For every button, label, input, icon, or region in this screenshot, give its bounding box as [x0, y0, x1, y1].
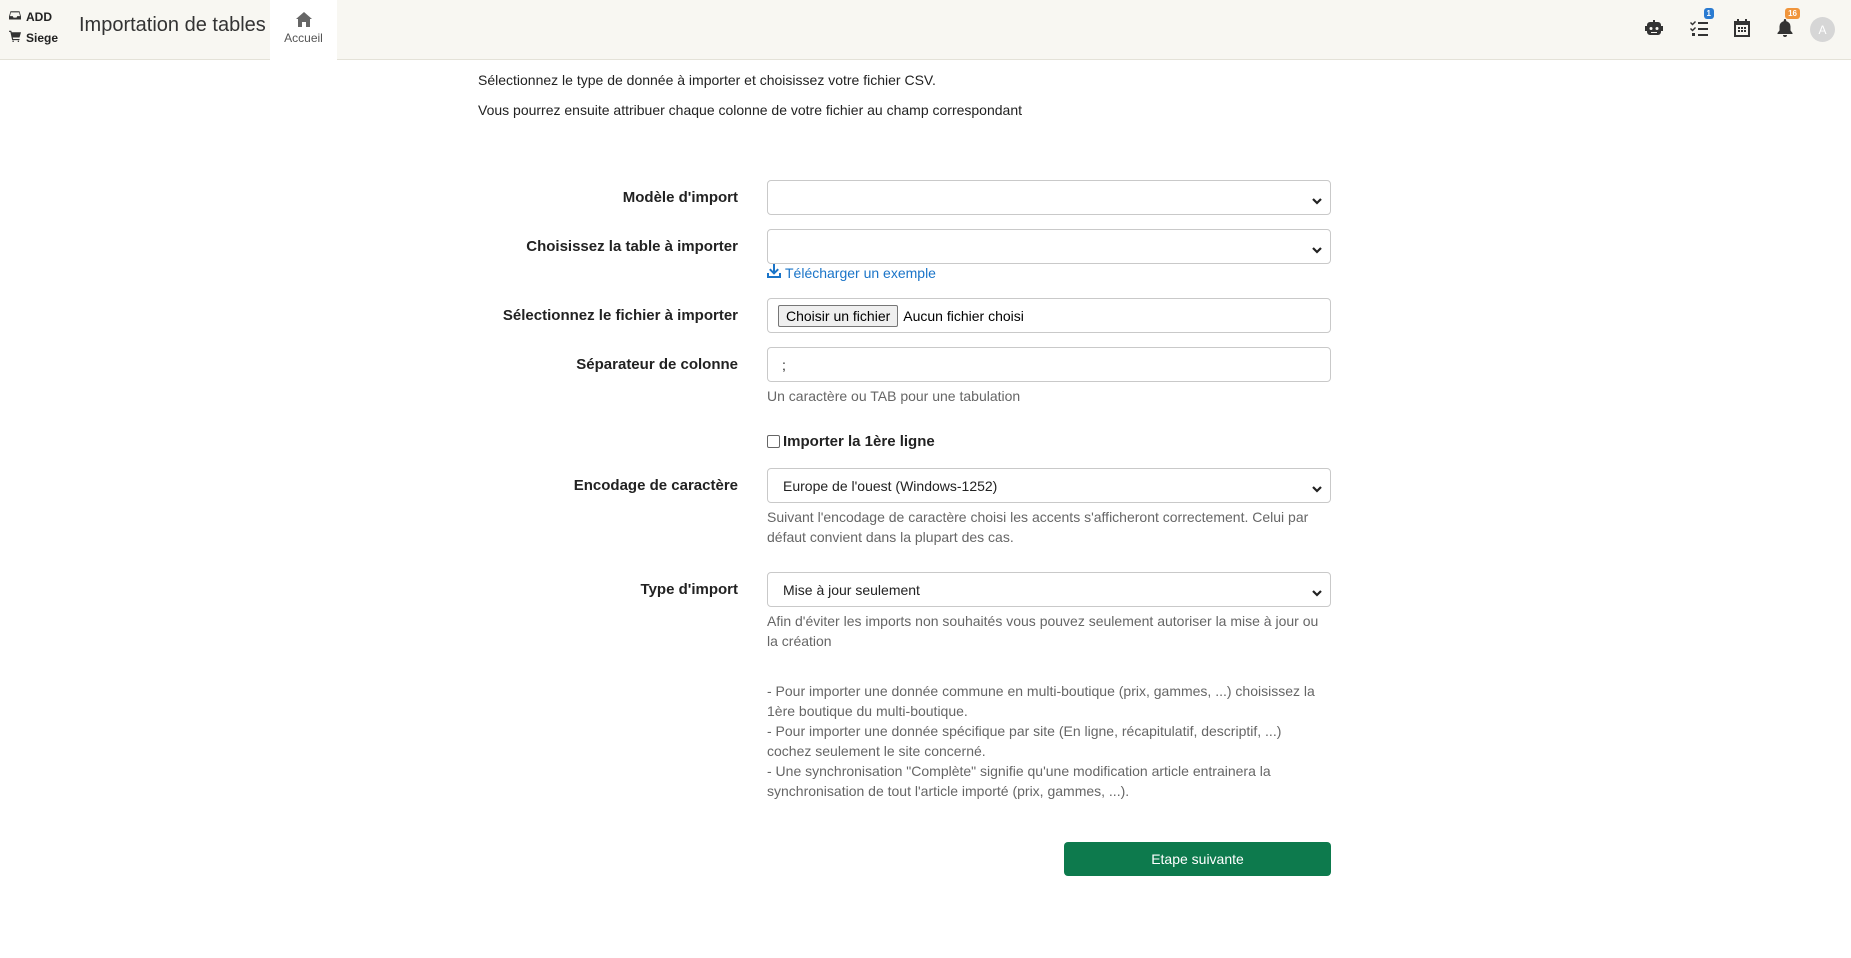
- separator-value: ;: [782, 356, 786, 373]
- import-type-help-line-2: la création: [767, 633, 832, 649]
- file-input[interactable]: [767, 298, 1331, 333]
- encoding-help-line-2: défaut convient dans la plupart des cas.: [767, 529, 1014, 545]
- notifications-button[interactable]: [1776, 9, 1797, 37]
- top-bar: [0, 0, 1851, 60]
- download-icon: [767, 264, 781, 281]
- note-line: 1ère boutique du multi-boutique.: [767, 703, 968, 719]
- import-model-label: Modèle d'import: [622, 189, 738, 206]
- separator-help: Un caractère ou TAB pour une tabulation: [767, 388, 1021, 404]
- import-type-value: Mise à jour seulement: [783, 581, 920, 598]
- import-type-help-line-1: Afin d'éviter les imports non souhaités vous pouvez seulement autoriser la mise à jour ou: [767, 613, 1319, 629]
- calendar-icon: [1733, 24, 1751, 41]
- file-status: Aucun fichier choisi: [903, 307, 1024, 324]
- encoding-help-line-1: Suivant l'encodage de caractère choisi les accents s'afficheront correctement. Celui par: [767, 509, 1309, 525]
- intro-text: [478, 72, 1022, 132]
- first-line-option[interactable]: [767, 433, 935, 450]
- chevron-down-icon: [1312, 481, 1322, 491]
- brand-block[interactable]: [9, 7, 58, 49]
- intro-line-2: Vous pourrez ensuite attribuer chaque colonne de votre fichier au champ correspondant: [478, 102, 1023, 118]
- home-tab-label: Accueil: [284, 31, 323, 45]
- inbox-icon: [9, 7, 21, 28]
- intro-line-1: Sélectionnez le type de donnée à importer et choisissez votre fichier CSV.: [478, 72, 936, 88]
- chevron-down-icon: [1312, 193, 1322, 203]
- import-model-select[interactable]: [767, 180, 1331, 215]
- encoding-value: Europe de l'ouest (Windows-1252): [783, 477, 998, 494]
- choose-file-button[interactable]: Choisir un fichier: [778, 305, 898, 327]
- notifications-badge: 16: [1785, 8, 1800, 19]
- table-label: Choisissez la table à importer: [526, 238, 738, 255]
- note-line: - Une synchronisation "Complète" signifie qu'une modification article entrainera la: [767, 763, 1271, 779]
- note-line: - Pour importer une donnée commune en multi-boutique (prix, gammes, ...) choisissez la: [767, 683, 1315, 699]
- home-icon: [270, 12, 337, 27]
- chevron-down-icon: [1312, 242, 1322, 252]
- download-example-link[interactable]: [767, 264, 936, 281]
- first-line-checkbox-label: Importer la 1ère ligne: [783, 433, 935, 450]
- import-type-help: [767, 611, 1337, 651]
- brand-line2: Siege: [26, 31, 59, 45]
- brand-line1: ADD: [26, 10, 52, 24]
- cart-icon: [9, 28, 21, 49]
- avatar[interactable]: A: [1810, 17, 1835, 42]
- import-notes: [767, 681, 1337, 801]
- download-example-text: Télécharger un exemple: [785, 264, 936, 281]
- note-line: - Pour importer une donnée spécifique par site (En ligne, récapitulatif, descriptif, ...): [767, 723, 1282, 739]
- chevron-down-icon: [1312, 585, 1322, 595]
- note-line: synchronisation de tout l'article importé (prix, gammes, ...).: [767, 783, 1130, 799]
- table-select[interactable]: [767, 229, 1331, 264]
- encoding-select[interactable]: [767, 468, 1331, 503]
- robot-button[interactable]: [1645, 19, 1663, 37]
- tab-home[interactable]: [270, 0, 337, 60]
- calendar-button[interactable]: [1733, 19, 1751, 37]
- encoding-help: [767, 507, 1337, 547]
- import-type-label: Type d'import: [640, 581, 738, 598]
- bell-icon: [1776, 24, 1794, 41]
- next-step-button[interactable]: Etape suivante: [1064, 842, 1331, 876]
- tasks-badge: 1: [1704, 8, 1714, 19]
- encoding-label: Encodage de caractère: [573, 477, 738, 494]
- first-line-checkbox[interactable]: [767, 435, 780, 448]
- import-type-select[interactable]: [767, 572, 1331, 607]
- note-line: cochez seulement le site concerné.: [767, 743, 986, 759]
- tasks-button[interactable]: [1690, 9, 1711, 37]
- separator-label: Séparateur de colonne: [576, 356, 738, 373]
- checklist-icon: [1690, 24, 1708, 41]
- separator-input[interactable]: [767, 347, 1331, 382]
- robot-icon: [1645, 24, 1663, 41]
- app-title: Importation de tables: [79, 14, 266, 36]
- file-label: Sélectionnez le fichier à importer: [502, 307, 738, 324]
